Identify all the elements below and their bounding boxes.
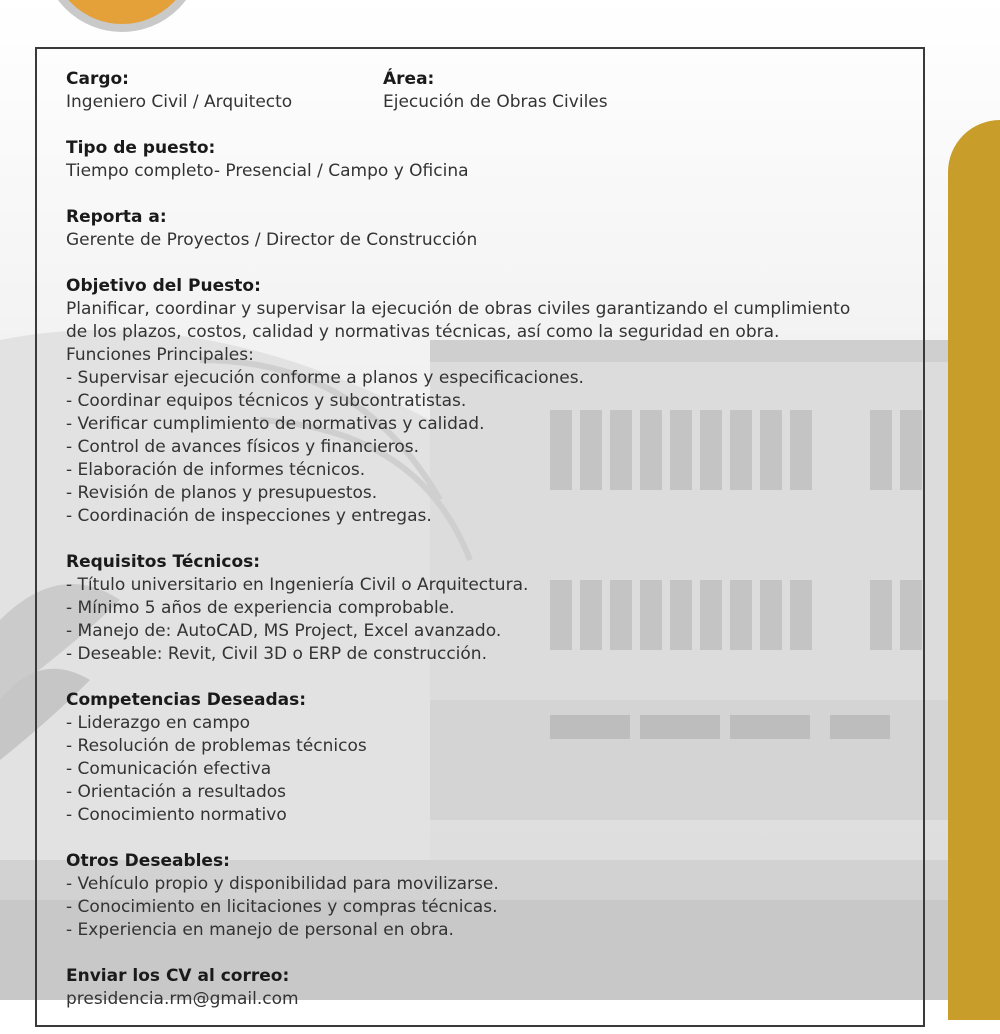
competencias-section <box>66 689 926 827</box>
requisitos-section <box>66 551 926 666</box>
funciones-label: Funciones Principales: <box>66 345 254 365</box>
enviar-label: Enviar los CV al correo: <box>66 966 290 986</box>
enviar-section <box>66 965 926 1011</box>
list-item: - Conocimiento normativo <box>66 804 926 827</box>
list-item: - Liderazgo en campo <box>66 712 926 735</box>
cargo-label: Cargo: <box>66 69 129 89</box>
reporta-label: Reporta a: <box>66 207 167 227</box>
competencias-label: Competencias Deseadas: <box>66 690 307 710</box>
list-item: - Deseable: Revit, Civil 3D o ERP de construcción. <box>66 643 926 666</box>
funciones-list <box>66 367 926 528</box>
objetivo-label: Objetivo del Puesto: <box>66 276 261 296</box>
email-link[interactable]: presidencia.rm@gmail.com <box>66 989 299 1009</box>
list-item: - Conocimiento en licitaciones y compras técnicas. <box>66 896 926 919</box>
list-item: - Coordinar equipos técnicos y subcontratistas. <box>66 390 926 413</box>
cargo-value: Ingeniero Civil / Arquitecto <box>66 92 293 112</box>
objetivo-line-1: Planificar, coordinar y supervisar la ejecución de obras civiles garantizando el cumplimiento <box>66 299 851 319</box>
tipo-label: Tipo de puesto: <box>66 138 216 158</box>
list-item: - Elaboración de informes técnicos. <box>66 459 926 482</box>
otros-section <box>66 850 926 942</box>
requisitos-list <box>66 574 926 666</box>
list-item: - Supervisar ejecución conforme a planos y especificaciones. <box>66 367 926 390</box>
cargo-area-row <box>66 68 926 114</box>
reporta-value: Gerente de Proyectos / Director de Construcción <box>66 230 478 250</box>
list-item: - Título universitario en Ingeniería Civil o Arquitectura. <box>66 574 926 597</box>
area-block <box>383 68 608 114</box>
job-posting-content <box>66 68 926 1034</box>
tipo-value: Tiempo completo- Presencial / Campo y Oficina <box>66 161 469 181</box>
list-item: - Control de avances físicos y financieros. <box>66 436 926 459</box>
objetivo-line-2: de los plazos, costos, calidad y normativas técnicas, así como la seguridad en obra. <box>66 322 780 342</box>
list-item: - Coordinación de inspecciones y entregas. <box>66 505 926 528</box>
list-item: - Resolución de problemas técnicos <box>66 735 926 758</box>
list-item: - Mínimo 5 años de experiencia comprobable. <box>66 597 926 620</box>
gold-side-tab <box>948 120 1000 1020</box>
list-item: - Experiencia en manejo de personal en obra. <box>66 919 926 942</box>
area-label: Área: <box>383 69 435 89</box>
otros-list <box>66 873 926 942</box>
list-item: - Verificar cumplimiento de normativas y calidad. <box>66 413 926 436</box>
objetivo-section <box>66 275 926 528</box>
list-item: - Vehículo propio y disponibilidad para movilizarse. <box>66 873 926 896</box>
list-item: - Comunicación efectiva <box>66 758 926 781</box>
tipo-puesto-section <box>66 137 926 183</box>
area-value: Ejecución de Obras Civiles <box>383 92 608 112</box>
otros-label: Otros Deseables: <box>66 851 230 871</box>
list-item: - Manejo de: AutoCAD, MS Project, Excel avanzado. <box>66 620 926 643</box>
requisitos-label: Requisitos Técnicos: <box>66 552 261 572</box>
competencias-list <box>66 712 926 827</box>
reporta-section <box>66 206 926 252</box>
list-item: - Orientación a resultados <box>66 781 926 804</box>
list-item: - Revisión de planos y presupuestos. <box>66 482 926 505</box>
cargo-block <box>66 68 383 114</box>
